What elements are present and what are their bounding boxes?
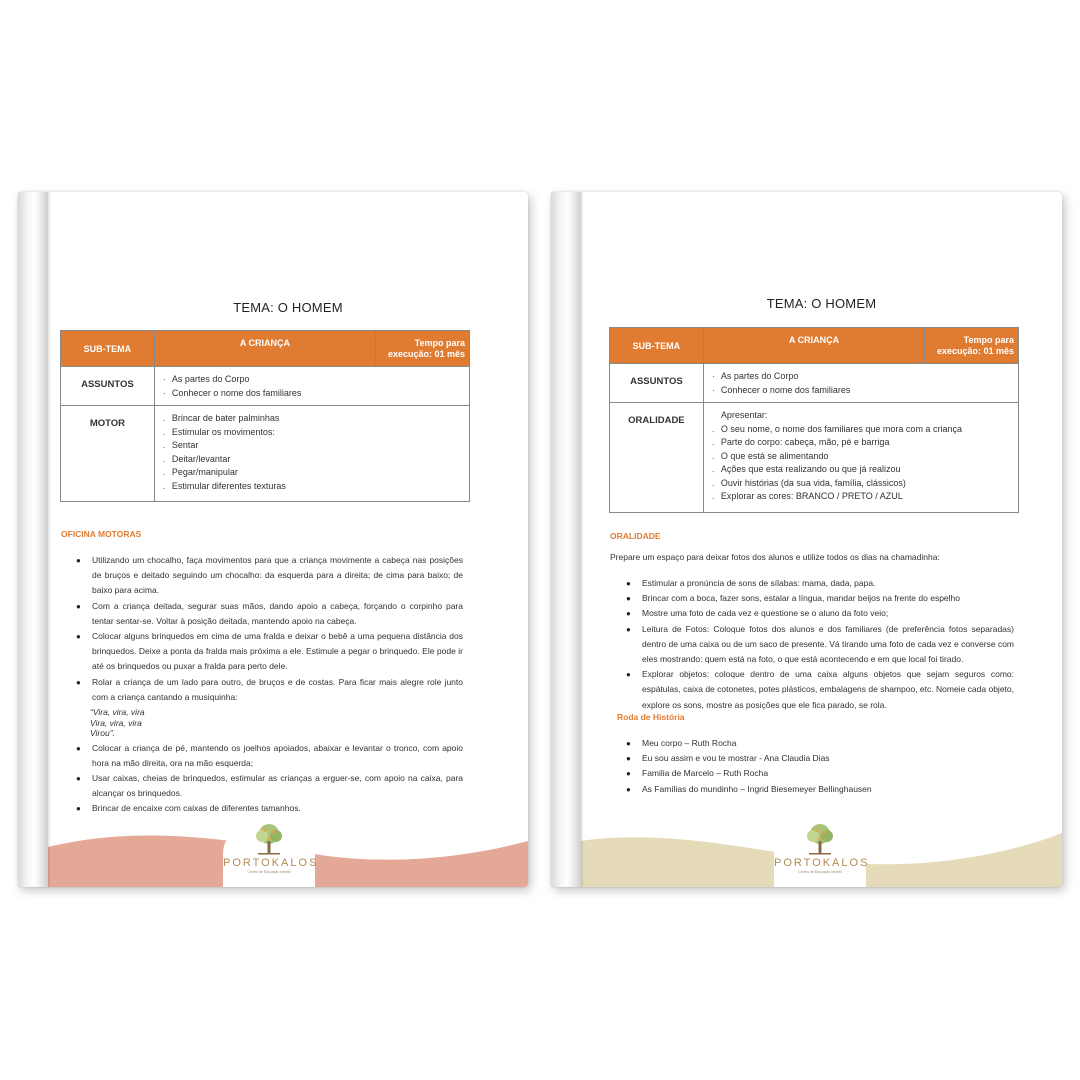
- table-list-item: . Estimular os movimentos:: [162, 426, 275, 437]
- section-heading-roda: Roda de História: [617, 712, 685, 722]
- tempo-line-1: Tempo para: [414, 337, 465, 348]
- table-list-item: . Ouvir histórias (da sua vida, família, clássicos): [711, 477, 906, 488]
- table-list-item: Apresentar:: [720, 410, 768, 420]
- book-spine: [18, 192, 48, 887]
- row-content-oralidade: [703, 403, 1018, 513]
- row-content-assuntos: [154, 367, 469, 406]
- table-list-item: . Ações que esta realizando ou que já realizou: [711, 464, 901, 474]
- tree-icon: [803, 823, 837, 855]
- list-item: ● Colocar a criança de pé, mantendo os joelhos apoiados, abaixar e levantar o tronco, com apoio hora na mão direita, ora na mão esquerda;: [76, 742, 463, 768]
- list-item: ● Rolar a criança de um lado para outro, de bruços e de costas. Para ficar mais alegre role junto com a criança cantando a musiquinha:: [76, 676, 463, 702]
- list-item: ● Brincar com a boca, fazer sons, estalar a língua, mandar beijos na frente do espelho: [626, 593, 960, 604]
- plan-table: [60, 330, 470, 502]
- row-label-assuntos: ASSUNTOS: [610, 364, 704, 403]
- book-page-right: [551, 192, 1062, 887]
- table-list-item: . Sentar: [162, 440, 199, 450]
- table-header-tempo: [925, 328, 1019, 364]
- row-content-assuntos: [703, 364, 1018, 403]
- tempo-line-2: execução: 01 mês: [387, 348, 465, 359]
- table-header-crianca: A CRIANÇA: [154, 331, 375, 367]
- table-list-item: . O que está se alimentando: [711, 450, 829, 461]
- section-heading-oficina: OFICINA MOTORAS: [61, 529, 142, 539]
- plan-table: [609, 327, 1019, 513]
- table-list-item: . Estimular diferentes texturas: [162, 480, 286, 491]
- list-item: ● Meu corpo – Ruth Rocha: [626, 738, 737, 748]
- list-item: ● Mostre uma foto de cada vez e questione se o aluno da foto veio;: [626, 608, 889, 619]
- list-item: ● Explorar objetos: coloque dentro de uma caixa alguns objetos que sejam seguros como: espátulas, caixa de cotonetes, potes plásticos, embalagens de shampoo, etc. Nomeie cada objeto, explore os sons, mostre as posições que ele fica parado, se rola.: [626, 669, 1014, 710]
- list-item: ● Usar caixas, cheias de brinquedos, estimular as crianças a erguer-se, com apoio na caixa, para alcançar os brinquedos.: [76, 772, 463, 799]
- table-list-item: . Explorar as cores: BRANCO / PRETO / AZUL: [711, 491, 903, 501]
- list-item: ● Eu sou assim e vou te mostrar - Ana Claudia Dias: [626, 753, 830, 764]
- table-header-subtema: SUB-TEMA: [61, 331, 155, 367]
- page-title: TEMA: O HOMEM: [766, 296, 877, 311]
- table-list-item: . Pegar/manipular: [162, 467, 238, 477]
- logo-brand-text: PORTOKALOS: [774, 857, 870, 869]
- table-list-item: . O seu nome, o nome dos familiares que mora com a criança: [711, 423, 962, 434]
- logo-tagline: Centro de Educação Infantil: [247, 870, 291, 874]
- list-item: ● Com a criança deitada, segurar suas mãos, dando apoio a cabeça, forçando o corpinho para tentar sentar-se. Voltar à posição deitada, mantendo apoio na cabeça.: [76, 600, 463, 626]
- table-list-item: . Parte do corpo: cabeça, mão, pé e barriga: [711, 437, 890, 447]
- table-header-subtema: SUB-TEMA: [610, 328, 704, 364]
- section-heading-oralidade: ORALIDADE: [610, 531, 661, 541]
- list-item: ● Familia de Marcelo – Ruth Rocha: [626, 768, 769, 779]
- tree-icon: [252, 823, 286, 855]
- list-item: ● As Famílias do mundinho – Ingrid Biesemeyer Bellinghausen: [626, 783, 872, 794]
- list-item: ● Estimular a pronúncia de sons de sílabas: mama, dada, papa.: [626, 578, 876, 588]
- row-label-assuntos: ASSUNTOS: [61, 367, 155, 406]
- tempo-line-2: execução: 01 mês: [936, 345, 1014, 356]
- row-label-oralidade: ORALIDADE: [610, 403, 704, 513]
- list-item: ● Leitura de Fotos: Coloque fotos dos alunos e dos familiares (de preferência fotos separadas) dentro de uma caixa ou de um saco de presente. Vá tirando uma foto de cada vez e converse com eles mostrando: quem está na foto, o que está acontecendo e em que local foi tirado.: [626, 623, 1014, 665]
- table-list-item: . Brincar de bater palminhas: [162, 413, 280, 423]
- table-list-item: · As partes do Corpo: [711, 371, 799, 381]
- page-title: TEMA: O HOMEM: [233, 300, 343, 315]
- list-item: ● Colocar alguns brinquedos em cima de uma fralda e deixar o bebê a uma pequena distância dos brinquedos. Deixe a ponta da fralda mais próxima a ele. Estimule a pegar o brinquedo. Ele pode ir até os brinquedos ou puxar a fralda para perto dele.: [76, 631, 463, 672]
- table-header-tempo: [376, 331, 470, 367]
- book-page-left: [18, 192, 528, 887]
- table-header-crianca: A CRIANÇA: [703, 328, 924, 364]
- table-list-item: · As partes do Corpo: [162, 374, 250, 384]
- table-list-item: · Conhecer o nome dos familiares: [162, 387, 302, 398]
- story-list: [626, 736, 1014, 797]
- intro-text: Prepare um espaço para deixar fotos dos alunos e utilize todos os dias na chamadinha:: [610, 552, 940, 562]
- portokalos-logo: [223, 819, 319, 887]
- logo-brand-text: PORTOKALOS: [223, 857, 319, 869]
- song-lyrics: “Vira, vira, vira Vira, vira, vira Virou”.: [90, 707, 145, 739]
- activity-list: [76, 553, 463, 817]
- row-label-motor: MOTOR: [61, 406, 155, 502]
- list-item: ● Brincar de encaixe com caixas de diferentes tamanhos.: [76, 803, 301, 814]
- book-spine: [551, 192, 581, 887]
- row-content-motor: [154, 406, 469, 502]
- activity-list: [626, 576, 1014, 713]
- logo-tagline: Centro de Educação Infantil: [798, 870, 842, 874]
- table-list-item: . Deitar/levantar: [162, 453, 231, 464]
- list-item: ● Utilizando um chocalho, faça movimentos para que a criança movimente a cabeça nas posições de bruços e deitado seguindo um chocalho: da esquerda para a direita; de cima para baixo; de baixo para acima.: [76, 555, 463, 596]
- tempo-line-1: Tempo para: [963, 334, 1014, 345]
- portokalos-logo: [774, 819, 870, 887]
- table-list-item: · Conhecer o nome dos familiares: [711, 384, 851, 395]
